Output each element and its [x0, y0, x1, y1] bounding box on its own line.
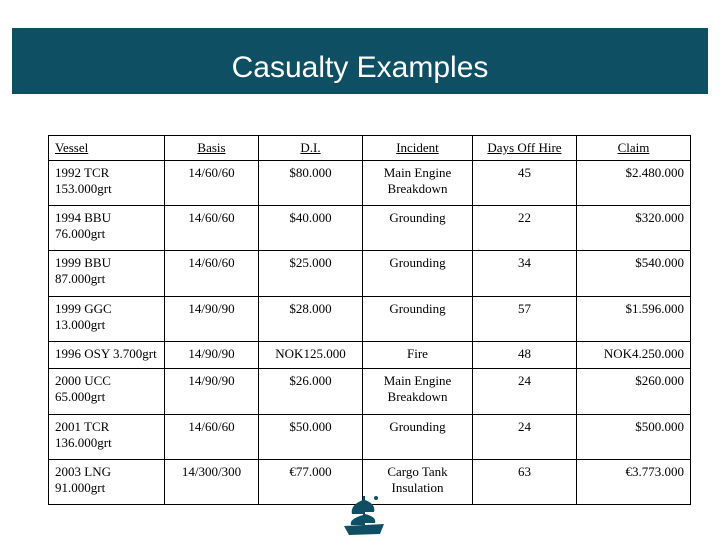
header-incident: Incident	[363, 136, 473, 161]
cell-basis: 14/60/60	[165, 251, 259, 296]
header-vessel: Vessel	[49, 136, 165, 161]
cell-vessel: 1992 TCR 153.000grt	[49, 161, 165, 206]
cell-incident: Grounding	[363, 206, 473, 251]
table-row	[49, 161, 691, 206]
cell-basis: 14/90/90	[165, 341, 259, 369]
cell-days-off-hire: 48	[473, 341, 577, 369]
header-di: D.I.	[259, 136, 363, 161]
cell-di: $28.000	[259, 296, 363, 341]
cell-basis: 14/90/90	[165, 296, 259, 341]
cell-basis: 14/90/90	[165, 369, 259, 414]
cell-claim: $540.000	[577, 251, 691, 296]
cell-claim: NOK4.250.000	[577, 341, 691, 369]
cell-vessel: 1999 BBU 87.000grt	[49, 251, 165, 296]
cell-days-off-hire: 24	[473, 369, 577, 414]
cell-incident: Fire	[363, 341, 473, 369]
cell-days-off-hire: 57	[473, 296, 577, 341]
cell-claim: $500.000	[577, 414, 691, 459]
cell-days-off-hire: 34	[473, 251, 577, 296]
cell-basis: 14/60/60	[165, 161, 259, 206]
cell-incident: Grounding	[363, 251, 473, 296]
table-row	[49, 296, 691, 341]
cell-claim: $1.596.000	[577, 296, 691, 341]
header-claim: Claim	[577, 136, 691, 161]
cell-vessel: 1999 GGC 13.000grt	[49, 296, 165, 341]
cell-vessel: 1996 OSY 3.700grt	[49, 341, 165, 369]
cell-claim: €3.773.000	[577, 459, 691, 504]
cell-days-off-hire: 45	[473, 161, 577, 206]
cell-vessel: 2000 UCC 65.000grt	[49, 369, 165, 414]
cell-di: €77.000	[259, 459, 363, 504]
table-row	[49, 206, 691, 251]
cell-di: $25.000	[259, 251, 363, 296]
cell-incident: Cargo Tank Insulation	[363, 459, 473, 504]
slide-title: Casualty Examples	[231, 51, 489, 84]
table-row	[49, 414, 691, 459]
table-row	[49, 251, 691, 296]
cell-incident: Main Engine Breakdown	[363, 161, 473, 206]
cell-vessel: 1994 BBU 76.000grt	[49, 206, 165, 251]
cell-basis: 14/300/300	[165, 459, 259, 504]
cell-di: $80.000	[259, 161, 363, 206]
table-row	[49, 341, 691, 369]
cell-days-off-hire: 22	[473, 206, 577, 251]
header-days-off-hire: Days Off Hire	[473, 136, 577, 161]
table-header-row	[49, 136, 691, 161]
cell-incident: Grounding	[363, 296, 473, 341]
cell-di: NOK125.000	[259, 341, 363, 369]
cell-di: $26.000	[259, 369, 363, 414]
cell-claim: $260.000	[577, 369, 691, 414]
cell-basis: 14/60/60	[165, 414, 259, 459]
header-basis: Basis	[165, 136, 259, 161]
cell-di: $40.000	[259, 206, 363, 251]
cell-incident: Grounding	[363, 414, 473, 459]
cell-claim: $2.480.000	[577, 161, 691, 206]
cell-vessel: 2001 TCR 136.000grt	[49, 414, 165, 459]
cell-days-off-hire: 63	[473, 459, 577, 504]
cell-incident: Main Engine Breakdown	[363, 369, 473, 414]
casualty-table	[48, 135, 691, 505]
table-row	[49, 369, 691, 414]
cell-claim: $320.000	[577, 206, 691, 251]
ship-logo-icon	[340, 492, 388, 540]
cell-basis: 14/60/60	[165, 206, 259, 251]
cell-vessel: 2003 LNG 91.000grt	[49, 459, 165, 504]
cell-days-off-hire: 24	[473, 414, 577, 459]
cell-di: $50.000	[259, 414, 363, 459]
